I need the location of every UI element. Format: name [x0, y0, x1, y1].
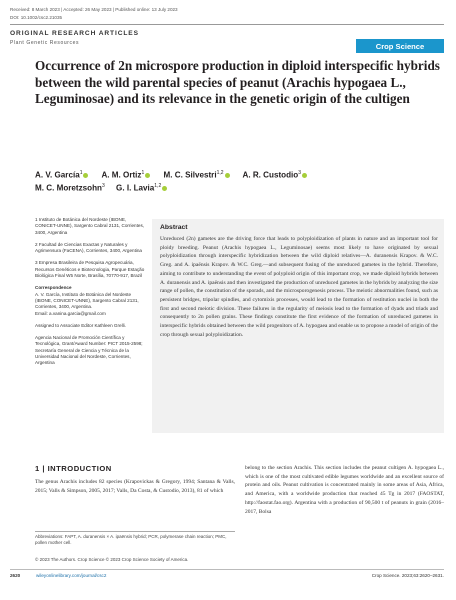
- top-divider: [10, 24, 444, 25]
- author-name[interactable]: A. V. García: [35, 170, 80, 180]
- correspondence-email[interactable]: Email: a.vanina.garcia@gmail.com: [35, 310, 106, 316]
- author-affiliation-sup: 3: [298, 170, 302, 176]
- affiliation: 1 Instituto de Botánica del Nordeste (IBONE, CONICET-UNNE), Sargento Cabral 2131, Corrientes, 3400, Argentina: [35, 217, 145, 235]
- affiliation: 3 Empresa Brasileira de Pesquisa Agropecuária, Recursos Genéticos e Biotecnologia, Parque Estação Biológica Final W5 Norte, Brasília, 70770-917, Brazil: [35, 260, 145, 279]
- bottom-divider: [10, 569, 444, 570]
- received-dates: Received: 8 March 2023 | Accepted: 26 May 2023 | Published online: 13 July 2023: [10, 7, 178, 12]
- journal-link[interactable]: wileyonlinelibrary.com/journal/csc2: [36, 573, 107, 578]
- subsection-label: Plant Genetic Resources: [10, 40, 80, 46]
- journal-badge: Crop Science: [356, 39, 444, 53]
- author-name[interactable]: M. C. Moretzsohn: [35, 183, 102, 193]
- orcid-icon[interactable]: [83, 173, 88, 178]
- author-name[interactable]: A. R. Custodio: [242, 170, 299, 180]
- correspondence-address: A. V. García, Instituto de Botánica del Nordeste (IBONE, CONICET-UNNE), Sargento Cabral 2131, Corrientes, 3400, Argentina.: [35, 291, 139, 310]
- article-info-column: [35, 217, 145, 373]
- author-name[interactable]: G. I. Lavia: [116, 183, 155, 193]
- author-affiliation-sup: 3: [102, 183, 105, 189]
- affiliation: 2 Facultad de Ciencias Exactas y Naturales y Agrimensura (FaCENA), Corrientes, 3400, Argentina: [35, 241, 142, 254]
- doi[interactable]: DOI: 10.1002/csc2.21035: [10, 15, 63, 20]
- author-name[interactable]: A. M. Ortiz: [101, 170, 142, 180]
- author-name[interactable]: M. C. Silvestri: [163, 170, 217, 180]
- orcid-icon[interactable]: [145, 173, 150, 178]
- associate-editor: Assigned to Associate Editor Kathleen Grelli.: [35, 322, 126, 328]
- copyright-notice: © 2023 The Authors. Crop Science © 2023 Crop Science Society of America.: [35, 557, 189, 562]
- orcid-icon[interactable]: [302, 173, 307, 178]
- abstract-heading: Abstract: [160, 224, 188, 231]
- page-number: 2620: [10, 573, 21, 578]
- author-list-line-1: [35, 170, 309, 180]
- correspondence-block: [35, 285, 145, 316]
- funding-info: Agencia Nacional de Promoción Científica y Tecnológica, Grant/Award Number: PICT 2015-2598; Secretaría General de Ciencia y Técnica de la Universidad Nacional del Nordeste, Corrientes, Argentina: [35, 335, 143, 366]
- introduction-text-left: The genus Arachis includes 82 species (Krapovickas & Gregory, 1994; Santana & Valls, 2015; Valls & Simpson, 2005, 2017; Valls, Da Costa, & Custodio, 2013), 81 of which: [35, 479, 235, 494]
- section-label: ORIGINAL RESEARCH ARTICLES: [10, 30, 139, 37]
- author-list-line-2: [35, 183, 169, 193]
- abbreviations-footnote: Abbreviations: FAPT, A. duranensis × A. ipaënsis hybrid; PCR, polymerase chain reaction; PMC, pollen mother cell.: [35, 534, 227, 546]
- correspondence-heading: Correspondence: [35, 285, 72, 291]
- orcid-icon[interactable]: [225, 173, 230, 178]
- author-affiliation-sup: 1: [141, 170, 145, 176]
- author-affiliation-sup: 1,2: [216, 170, 224, 176]
- introduction-heading: 1 | INTRODUCTION: [35, 464, 112, 473]
- article-title: Occurrence of 2n microspore production in diploid interspecific hybrids between the wild parental species of peanut (Arachis hypogaea L., Leguminosae) and its relevance in the genetic origin of the cultigen: [35, 58, 440, 106]
- author-affiliation-sup: 1: [79, 170, 83, 176]
- introduction-text-right: belong to the section Arachis. This section includes the peanut cultigen A. hypogaea L., which is one of the most cultivated edible legumes worldwide and an excellent source of protein and oils. Peanut cultivation is concentrated mainly in some areas of Asia, Africa, and America, with a worldwide production that reached 45 Tg in 2017 (FAOSTAT, http://faostat.fao.org). Argentina with a production of 90,500 t of peanuts in grain (2016–2017, Bolsa: [245, 465, 444, 515]
- footnote-divider: [35, 531, 235, 532]
- orcid-icon[interactable]: [162, 186, 167, 191]
- abstract-text: Unreduced (2n) gametes are the driving force that leads to polyploidization of plants in nature and an important tool for ploidy breeding. Peanut (Arachis hypogaea L., Leguminosae) seems most likely to have originated by sexual polyploidization through interspecific hybridization between the wild diploid relatives—A. duranensis Krapov. & W.C. Greg. and A. ipaënsis Krapov. & W.C. Greg.—and subsequent fusing of the unreduced gametes in the hybrid. Therefore, aiming to contribute to understanding the event of polyploid origin of this important crop, we made diploid hybrids between A. duranensis and A. ipaënsis and then investigated the production of unreduced gametes in the hybrids by analyzing the size range of pollen, the constitution of the sporads, and the microsporogenesis process. The meiotic abnormalities found, such as persistent bridges, tripolar spindles, and cytomixis processes, would lead to the formation of restitution nuclei in both the first and second meiotic division. These failures in the regularity of meiosis lead to the formation of dyads and triads and consequently to 2n pollen grains. These findings constitute the first evidence of the formation of unreduced gametes in interspecific hybrids obtained between the wild progenitors of A. hypogaea and enable us to propose a model of origin of the crop through sexual polyploidization.: [160, 236, 438, 338]
- citation-footer: Crop Science. 2023;63:2620–2631.: [371, 573, 444, 578]
- author-affiliation-sup: 1,2: [154, 183, 162, 189]
